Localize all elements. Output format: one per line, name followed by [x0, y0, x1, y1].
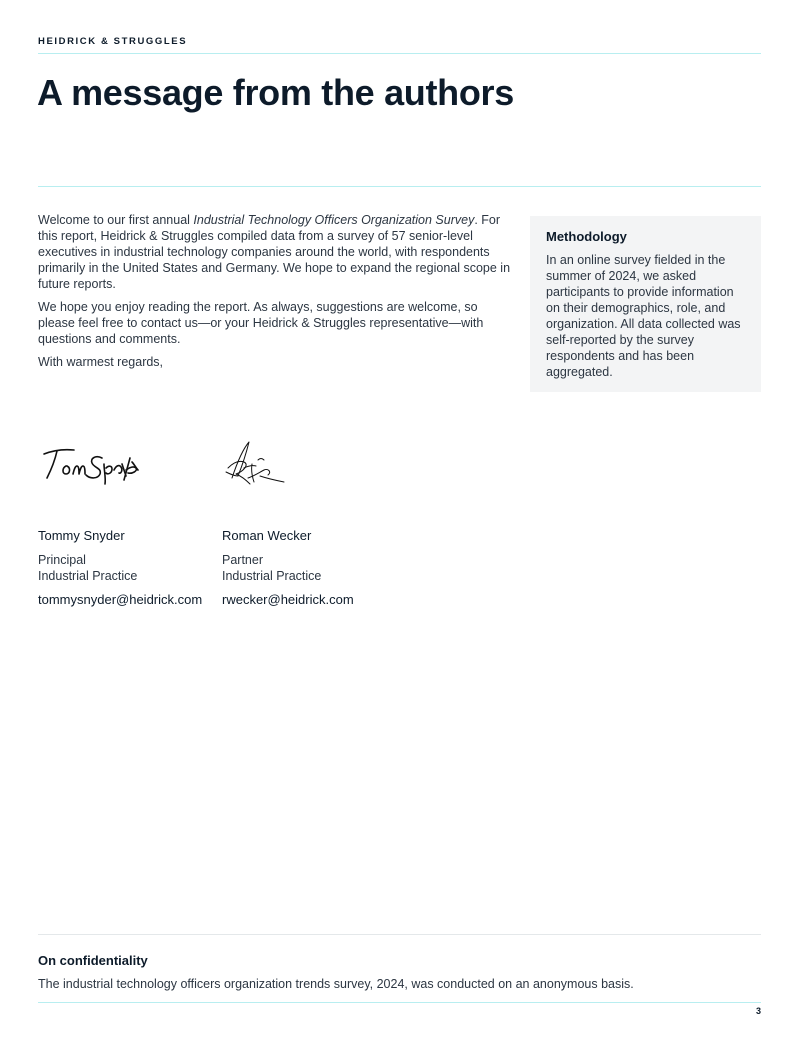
- intro-rest: . For this report, Heidrick & Struggles compiled data from a survey of 57 senior-level executives in industrial technology companies around the world, with respondents primarily in the United States and Germany. We hope to expand the regional scope in future reports.: [38, 213, 511, 291]
- signature-tommy-snyder: [40, 440, 142, 488]
- brand-header: HEIDRICK & STRUGGLES: [38, 36, 188, 47]
- author-title: Principal: [38, 553, 86, 567]
- survey-name: Industrial Technology Officers Organization Survey: [193, 213, 475, 227]
- author-practice: Industrial Practice: [222, 569, 322, 583]
- methodology-box: [530, 216, 761, 392]
- methodology-title: Methodology: [546, 229, 627, 244]
- author-card-tommy-snyder: [38, 528, 202, 607]
- author-email-link[interactable]: tommysnyder@heidrick.com: [38, 592, 203, 607]
- intro-paragraph-3: With warmest regards,: [38, 355, 164, 369]
- author-name: Tommy Snyder: [38, 528, 125, 543]
- intro-paragraph-2: We hope you enjoy reading the report. As always, suggestions are welcome, so please feel free to contact us—or your Heidrick & Struggles representative—with questions and comments.: [38, 300, 484, 346]
- confidentiality-title: On confidentiality: [38, 953, 148, 968]
- page-title: A message from the authors: [37, 72, 514, 113]
- intro-paragraph-1: [38, 212, 516, 292]
- signature-roman-wecker: [222, 438, 288, 492]
- confidentiality-text: The industrial technology officers organization trends survey, 2024, was conducted on an anonymous basis.: [38, 977, 634, 991]
- header-divider: [38, 53, 761, 54]
- methodology-text: In an online survey fielded in the summer of 2024, we asked participants to provide information on their demographics, role, and organization. All data collected was self-reported by the survey respondents and has been aggregated.: [546, 253, 741, 379]
- confidentiality-divider: [38, 934, 761, 935]
- author-title: Partner: [222, 553, 263, 567]
- author-email-link[interactable]: rwecker@heidrick.com: [222, 592, 354, 607]
- author-card-roman-wecker: [222, 528, 354, 607]
- intro-lead: Welcome to our first annual: [38, 213, 194, 227]
- page-number: 3: [755, 1006, 761, 1016]
- title-divider: [38, 186, 761, 187]
- author-practice: Industrial Practice: [38, 569, 138, 583]
- intro-text: [38, 212, 516, 377]
- author-name: Roman Wecker: [222, 528, 312, 543]
- footer-divider: [38, 1002, 761, 1003]
